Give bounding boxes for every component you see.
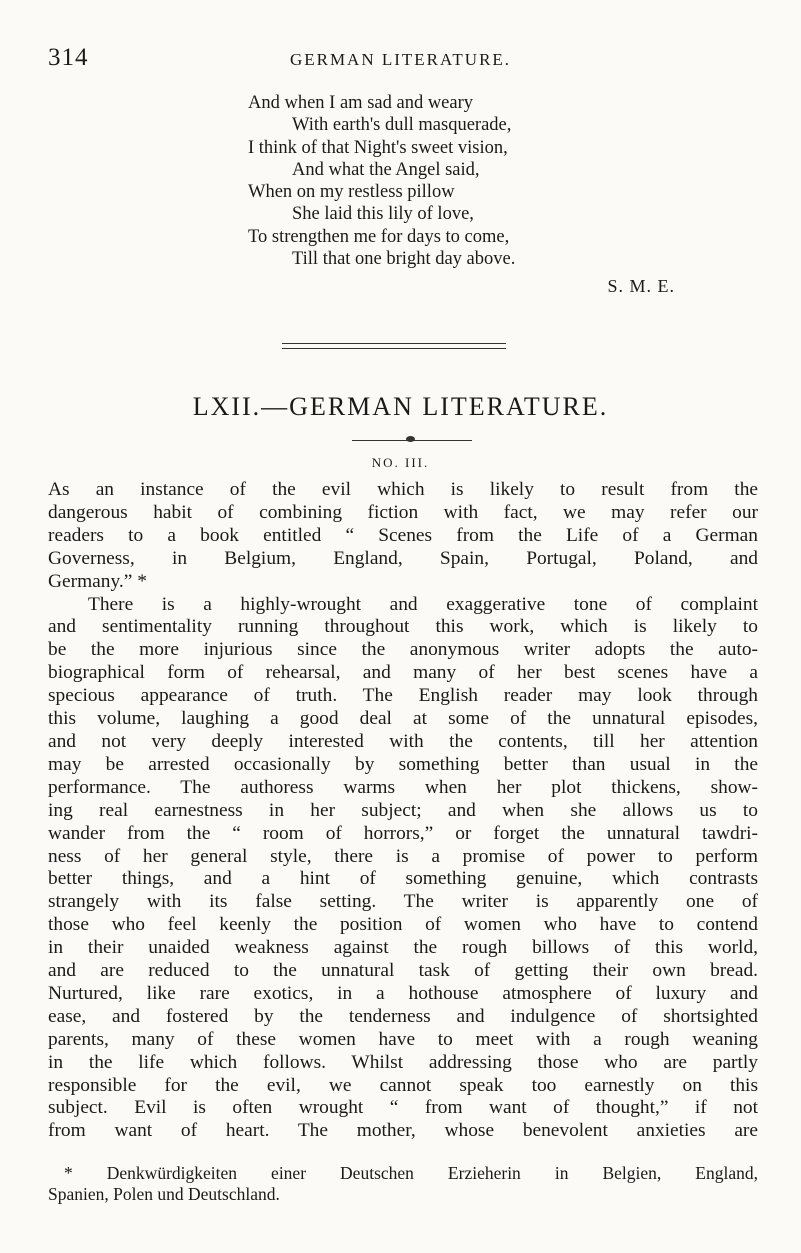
text-line: and are reduced to the unnatural task of getting their own bread.	[48, 960, 758, 982]
text-line: parents, many of these women have to meet with a rough weaning	[48, 1028, 758, 1050]
text-line: and sentimentality running throughout this work, which is likely to	[48, 616, 758, 638]
text-line: subject. Evil is often wrought “ from want of thought,” if not	[48, 1097, 758, 1119]
text-line: wander from the “ room of horrors,” or forget the unnatural tawdri-	[48, 822, 758, 844]
poem-line: With earth's dull masquerade,	[292, 115, 512, 136]
poem-line: Till that one bright day above.	[292, 249, 516, 270]
poem-line: To strengthen me for days to come,	[248, 226, 510, 247]
text-line: this volume, laughing a good deal at some of the unnatural episodes,	[48, 708, 758, 730]
poem-line: I think of that Night's sweet vision,	[248, 137, 508, 158]
poem-line: When on my restless pillow	[248, 182, 455, 203]
page-number: 314	[48, 44, 89, 71]
poem-line: And what the Angel said,	[292, 159, 480, 180]
text-line: from want of heart. The mother, whose benevolent anxieties are	[48, 1120, 758, 1142]
text-line: There is a highly-wrought and exaggerative tone of complaint	[88, 593, 758, 615]
footnote	[48, 1163, 758, 1205]
section-title: LXII.—GERMAN LITERATURE.	[192, 392, 609, 421]
text-line: biographical form of rehearsal, and many of her best scenes have a	[48, 662, 758, 684]
paragraph	[48, 479, 758, 594]
text-line: ease, and fostered by the tenderness and indulgence of shortsighted	[48, 1005, 758, 1027]
text-line: As an instance of the evil which is likely to result from the	[48, 479, 758, 500]
text-line: specious appearance of truth. The English reader may look through	[48, 685, 758, 707]
running-head: GERMAN LITERATURE.	[289, 50, 512, 69]
text-line: may be arrested occasionally by something better than usual in the	[48, 753, 758, 775]
footnote-line: Spanien, Polen und Deutschland.	[48, 1184, 280, 1204]
text-line: readers to a book entitled “ Scenes from the Life of a German	[48, 524, 758, 546]
text-line: in their unaided weakness against the rough billows of this world,	[48, 937, 758, 959]
text-line: be the more injurious since the anonymous writer adopts the auto-	[48, 639, 758, 661]
poem-line: She laid this lily of love,	[292, 204, 474, 225]
ornament-dot	[406, 436, 415, 442]
text-line: those who feel keenly the position of women who have to contend	[48, 914, 758, 936]
text-line: performance. The authoress warms when her plot thickens, show-	[48, 776, 758, 798]
text-line: Governess, in Belgium, England, Spain, Portugal, Poland, and	[48, 547, 758, 569]
text-line: ness of her general style, there is a promise of power to perform	[48, 845, 758, 867]
text-line: Nurtured, like rare exotics, in a hothouse atmosphere of luxury and	[48, 982, 758, 1004]
text-line: dangerous habit of combining fiction with fact, we may refer our	[48, 501, 758, 523]
poem-signature: S. M. E.	[607, 276, 675, 296]
text-line: and not very deeply interested with the contents, till her attention	[48, 730, 758, 752]
text-line: in the life which follows. Whilst addressing those who are partly	[48, 1051, 758, 1073]
section-divider	[282, 343, 506, 349]
paragraph	[48, 594, 758, 1144]
poem-line: And when I am sad and weary	[248, 93, 474, 113]
poem	[248, 92, 515, 270]
footnote-line: * Denkwürdigkeiten einer Deutschen Erzieherin in Belgien, England,	[64, 1163, 758, 1183]
text-line: strangely with its false setting. The writer is apparently one of	[48, 891, 758, 913]
text-line: responsible for the evil, we cannot speak too earnestly on this	[48, 1074, 758, 1096]
section-number: NO. III.	[371, 455, 430, 470]
body-text	[48, 479, 758, 1143]
text-line: Germany.” *	[48, 570, 147, 592]
text-line: better things, and a hint of something genuine, which contrasts	[48, 868, 758, 890]
text-line: ing real earnestness in her subject; and when she allows us to	[48, 799, 758, 821]
